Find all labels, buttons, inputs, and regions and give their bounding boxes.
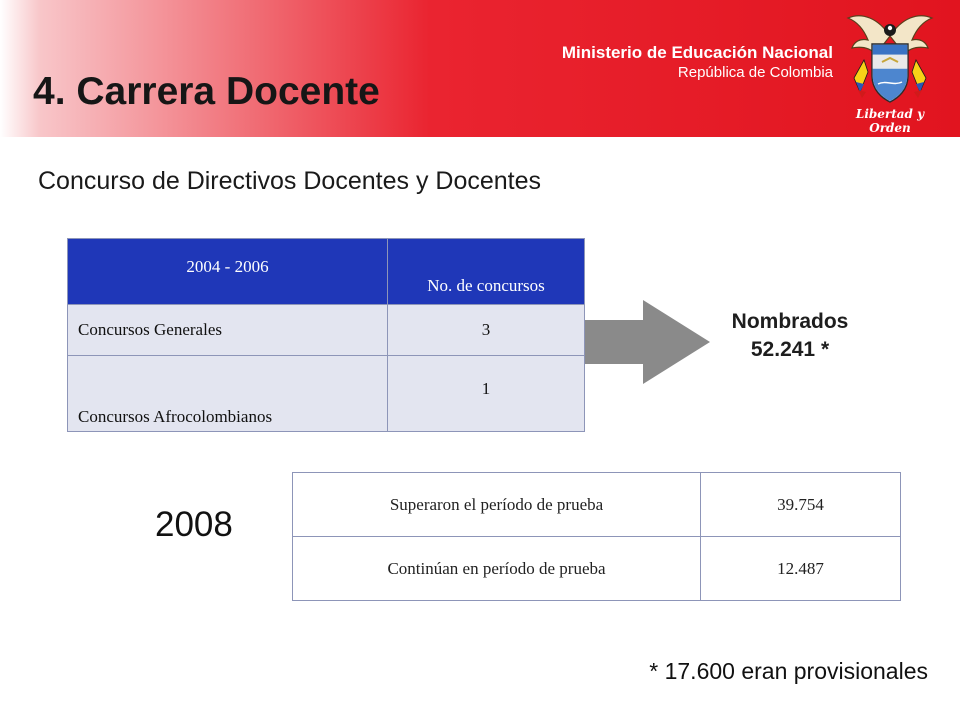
right-arrow-icon <box>585 300 710 384</box>
row-value: 1 <box>388 356 585 432</box>
ministry-block <box>562 43 833 83</box>
year-label: 2008 <box>155 505 233 544</box>
table-header-row <box>68 239 585 305</box>
nombrados-label: Nombrados <box>731 310 849 333</box>
table-row <box>293 473 901 537</box>
page-title: 4. Carrera Docente <box>33 70 380 113</box>
table-row <box>293 537 901 601</box>
row-label: Continúan en período de prueba <box>293 537 701 601</box>
table-row <box>68 305 585 356</box>
nombrados-callout <box>715 308 865 364</box>
crest-motto: Libertad y Orden <box>855 107 925 135</box>
ministry-name: Ministerio de Educación Nacional <box>561 43 833 62</box>
row-label: Concursos Generales <box>68 305 388 356</box>
country-name: República de Colombia <box>677 64 833 81</box>
footnote: * 17.600 eran provisionales <box>649 658 928 684</box>
section-subtitle: Concurso de Directivos Docentes y Docentes <box>38 167 542 195</box>
row-label: Concursos Afrocolombianos <box>68 356 388 432</box>
prueba-table <box>292 472 901 601</box>
row-value: 39.754 <box>701 473 901 537</box>
count-header: No. de concursos <box>388 239 585 305</box>
row-value: 12.487 <box>701 537 901 601</box>
concursos-table <box>67 238 585 432</box>
table-row <box>68 356 585 432</box>
nombrados-value: 52.241 * <box>750 338 830 361</box>
row-value: 3 <box>388 305 585 356</box>
row-label: Superaron el período de prueba <box>293 473 701 537</box>
period-header: 2004 - 2006 <box>68 239 388 305</box>
